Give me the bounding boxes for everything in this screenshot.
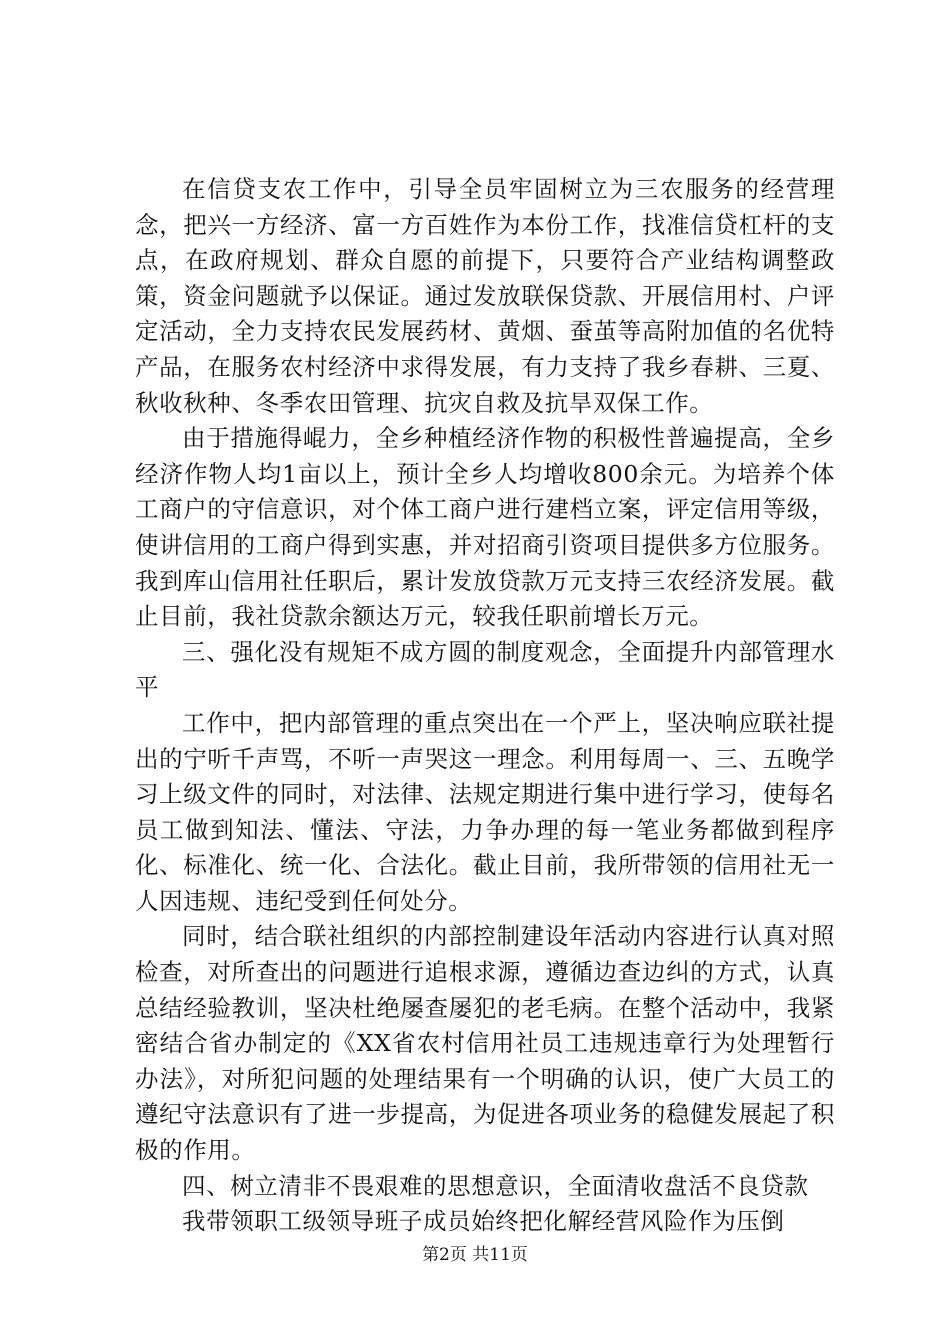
paragraph-cash-crops-results: 由于措施得崐力，全乡种植经济作物的积极性普遍提高，全乡经济作物人均1亩以上，预计全乡人均增收800余元。为培养个体工商户的守信意识，对个体工商户进行建档立案，评定信用等级，使讲信用的工商户得到实惠，并对招商引资项目提供多方位服务。我到库山信用社任职后，累计发放贷款万元支持三农经济发展。截止目前，我社贷款余额达万元，较我任职前增长万元。: [135, 424, 835, 631]
paragraph-internal-management: 工作中，把内部管理的重点突出在一个严上，坚决响应联社提出的宁听千声骂，不听一声哭这一理念。利用每周一、三、五晚学习上级文件的同时，对法律、法规定期进行集中进行学习，使每名员工做到知法、懂法、守法，力争办理的每一笔业务都做到程序化、标准化、统一化、合法化。截止目前，我所带领的信用社无一人因违规、违纪受到任何处分。: [135, 708, 835, 915]
page-number-footer: 第2页 共11页: [422, 1245, 528, 1265]
paragraph-internal-control-review: 同时，结合联社组织的内部控制建设年活动内容进行认真对照检查，对所查出的问题进行追根求源，遵循边查边纠的方式，认真总结经验教训，坚决杜绝屡查屡犯的老毛病。在整个活动中，我紧密结合省办制定的《XX省农村信用社员工违规违章行为处理暂行办法》，对所犯问题的处理结果有一个明确的认识，使广大员工的遵纪守法意识有了进一步提高，为促进各项业务的稳健发展起了积极的作用。: [135, 922, 835, 1165]
paragraph-credit-support-agriculture: 在信贷支农工作中，引导全员牢固树立为三农服务的经营理念，把兴一方经济、富一方百姓作为本份工作，找准信贷杠杆的支点，在政府规划、群众自愿的前提下，只要符合产业结构调整政策，资金问题就予以保证。通过发放联保贷款、开展信用村、户评定活动，全力支持农民发展药材、黄烟、蚕茧等高附加值的名优特产品，在服务农村经济中求得发展，有力支持了我乡春耕、三夏、秋收秋种、冬季农田管理、抗灾自救及抗旱双保工作。: [135, 175, 835, 417]
section-heading-bad-loan-recovery: 四、树立清非不畏艰难的思想意识，全面清收盘活不良贷款: [182, 1171, 809, 1200]
document-body: [135, 172, 835, 1240]
section-heading-internal-management: 三、强化没有规矩不成方圆的制度观念，全面提升内部管理水平: [135, 637, 835, 702]
paragraph-risk-resolution: 我带领职工级领导班子成员始终把化解经营风险作为压倒: [182, 1207, 785, 1236]
